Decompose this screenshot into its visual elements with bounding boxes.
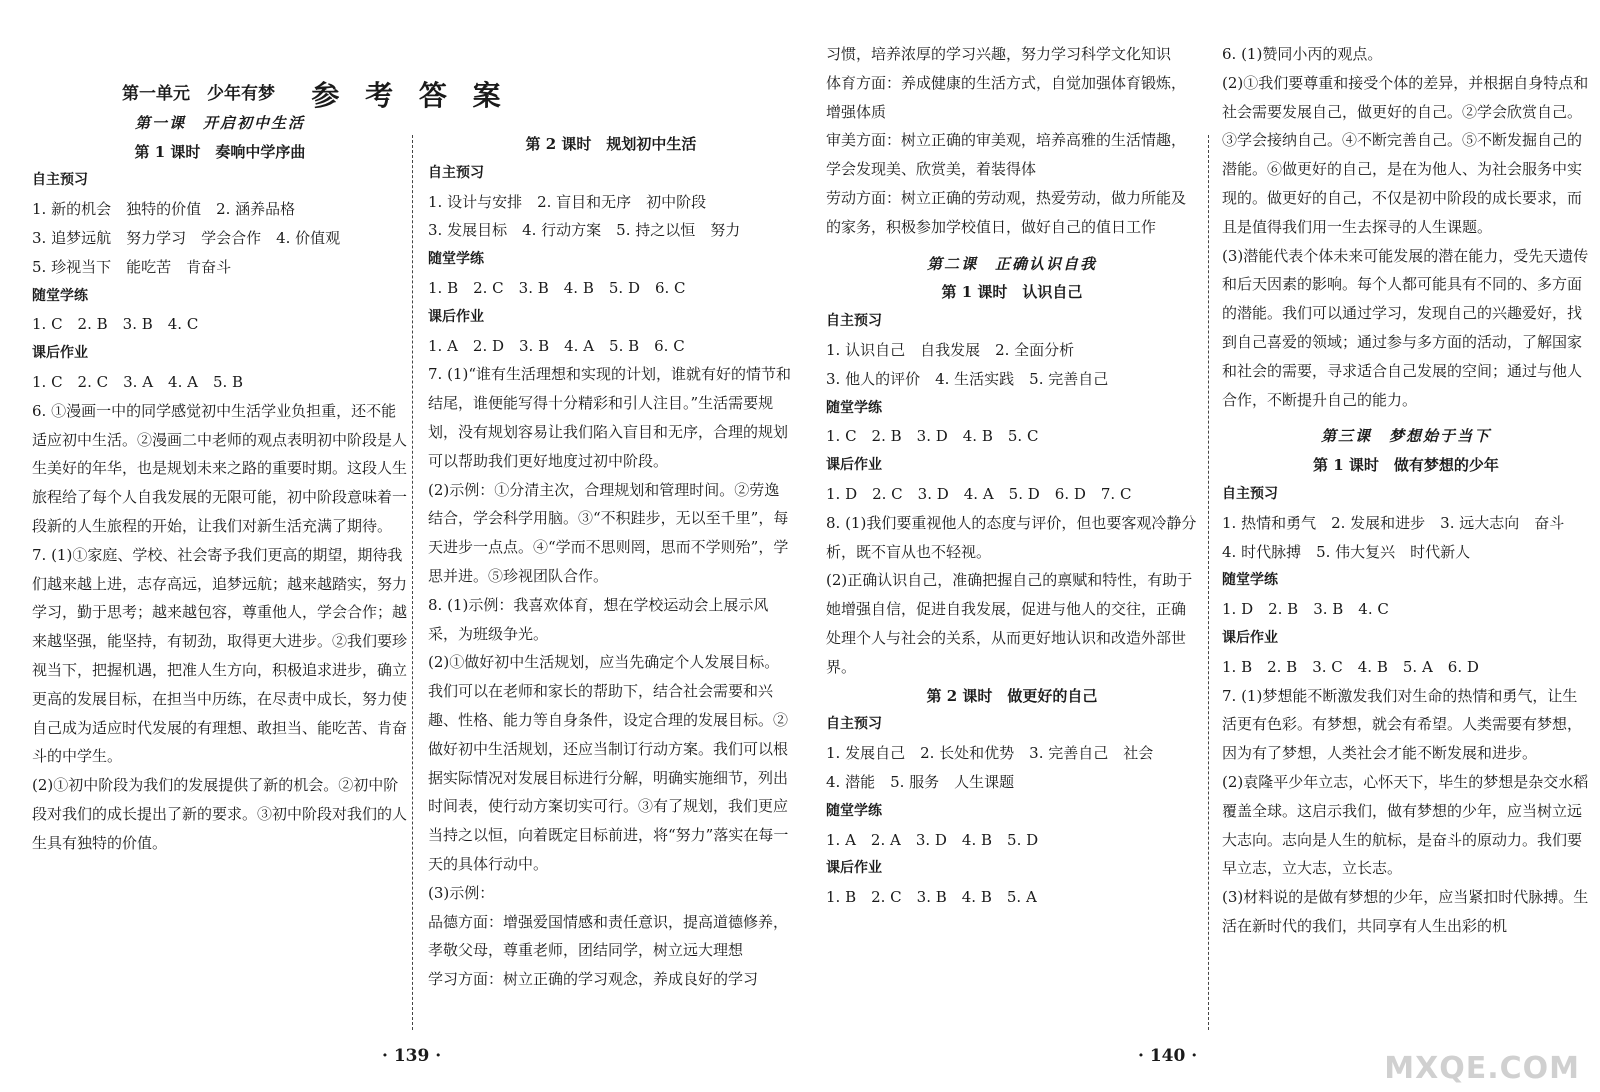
column-divider: [412, 135, 413, 1030]
section-heading: 课后作业: [1222, 629, 1278, 646]
answer-line: (2)①我们要尊重和接受个体的差异，并根据自身特点和社会需要发展自己，做更好的自己。②学会欣赏自己。③学会接纳自己。④不断完善自己。⑤不断发掘自己的潜能。⑥做更好的自己，是在为他人、为社会服务中实现的。做更好的自己，不仅是初中阶段的成长要求，而且是值得我们用一生去探寻的人生课题。: [1222, 73, 1589, 236]
answer-line: 1. 发展自己 2. 长处和优势 3. 完善自己 社会: [826, 744, 1154, 763]
lesson-heading: 第 2 课时 规划初中生活: [525, 135, 697, 153]
answer-line: (2)①初中阶段为我们的发展提供了新的机会。②初中阶段对我们的成长提出了新的要求。③初中阶段对我们的人生具有独特的价值。: [32, 776, 408, 852]
answer-line: 劳动方面：树立正确的劳动观，热爱劳动，做力所能及的家务，积极参加学校值日，做好自己的值日工作: [826, 188, 1187, 236]
section-heading: 课后作业: [826, 457, 882, 474]
answer-line: 1. C 2. B 3. B 4. C: [32, 315, 199, 334]
answer-line: 学习方面：树立正确的学习观念，养成良好的学习: [428, 970, 759, 989]
answer-line: 品德方面：增强爱国情感和责任意识，提高道德修养，孝敬父母，尊重老师，团结同学，树立远大理想: [428, 912, 789, 960]
answer-line: 7. (1)“谁有生活理想和实现的计划，谁就有好的情节和结尾，谁便能写得十分精彩和引人注目。”生活需要规划，没有规划容易让我们陷入盲目和无序，合理的规划可以帮助我们更好地度过初中阶段。: [428, 365, 791, 470]
section-heading: 课后作业: [826, 860, 882, 877]
answer-line: (3)示例：: [428, 883, 495, 902]
answer-line: 4. 潜能 5. 服务 人生课题: [826, 772, 1015, 791]
answer-line: (2)正确认识自己，准确把握自己的禀赋和特性，有助于她增强自信，促进自我发展，促进与他人的交往，正确处理个人与社会的关系，从而更好地认识和改造外部世界。: [826, 571, 1193, 676]
answer-line: 1. B 2. C 3. B 4. B 5. A: [826, 888, 1037, 907]
section-heading: 课后作业: [428, 308, 484, 325]
section-heading: 随堂学练: [32, 287, 88, 304]
answer-line: (2)袁隆平少年立志，心怀天下，毕生的梦想是杂交水稻覆盖全球。这启示我们，做有梦想的少年，应当树立远大志向。志向是人生的航标，是奋斗的原动力。我们要早立志，立大志，立长志。: [1222, 772, 1589, 878]
column-divider: [1208, 135, 1209, 1030]
answer-line: 体育方面：养成健康的生活方式，自觉加强体育锻炼，增强体质: [826, 73, 1187, 121]
answer-line: 6. (1)赞同小丙的观点。: [1222, 45, 1383, 63]
section-heading: 自主预习: [32, 172, 88, 189]
lesson-heading: 第 1 课时 奏响中学序曲: [134, 142, 306, 161]
lesson-heading: 第 2 课时 做更好的自己: [926, 686, 1098, 705]
section-heading: 随堂学练: [428, 251, 484, 268]
answer-line: 3. 发展目标 4. 行动方案 5. 持之以恒 努力: [428, 221, 741, 240]
answer-line: (2)示例：①分清主次，合理规划和管理时间。②劳逸结合，学会科学用脑。③“不积跬步，无以至千里”，每天进步一点点。④“学而不思则罔，思而不学则殆”，学思并进。⑤珍视团队合作。: [428, 480, 789, 585]
answer-line: 8. (1)示例：我喜欢体育，想在学校运动会上展示风采，为班级争光。: [428, 595, 769, 643]
answer-line: 8. (1)我们要重视他人的态度与评价，但也要客观冷静分析，既不盲从也不轻视。: [826, 513, 1197, 561]
page-title: 参 考 答 案: [311, 79, 509, 112]
answer-line: 1. 热情和勇气 2. 发展和进步 3. 远大志向 奋斗: [1222, 513, 1565, 532]
answer-line: (3)潜能代表个体未来可能发展的潜在能力，受先天遗传和后天因素的影响。每个人都可能具有不同的、多方面的潜能。我们可以通过学习，发现自己的兴趣爱好，找到自己喜爱的领域；通过参与多方面的活动，了解国家和社会的需要，寻求适合自己发展的空间；通过与他人合作，不断提升自己的能力。: [1222, 246, 1589, 409]
answer-line: 1. D 2. B 3. B 4. C: [1222, 600, 1389, 619]
column-1: [32, 80, 408, 858]
answer-line: 1. B 2. B 3. C 4. B 5. A 6. D: [1222, 657, 1479, 676]
answer-line: (2)①做好初中生活规划，应当先确定个人发展目标。我们可以在老师和家长的帮助下，结合社会需要和兴趣、性格、能力等自身条件，设定合理的发展目标。②做好初中生活规划，还应当制订行动方案。我们可以根据实际情况对发展目标进行分解，明确实施细节，列出时间表，使行动方案切实可行。③有了规划，我们更应当持之以恒，向着既定目标前进，将“努力”落实在每一天的具体行动中。: [428, 653, 789, 873]
section-heading: 自主预习: [428, 164, 484, 181]
section-heading: 课后作业: [32, 345, 88, 362]
answer-line: 1. B 2. C 3. B 4. B 5. D 6. C: [428, 278, 686, 297]
page-number-left: · 139 ·: [382, 1046, 442, 1066]
lesson-heading: 第 1 课时 认识自己: [941, 283, 1083, 302]
watermark-logo: MXQE.COM: [1384, 1051, 1580, 1086]
lesson-heading: 第二课 正确认识自我: [926, 254, 1097, 273]
answer-line: 1. A 2. D 3. B 4. A 5. B 6. C: [428, 336, 685, 355]
section-heading: 随堂学练: [826, 399, 882, 416]
answer-line: 1. 认识自己 自我发展 2. 全面分析: [826, 340, 1075, 359]
answer-line: 1. C 2. C 3. A 4. A 5. B: [32, 372, 244, 391]
answer-line: 7. (1)①家庭、学校、社会寄予我们更高的期望，期待我们越来越上进，志存高远，追梦远航；越来越踏实，努力学习，勤于思考；越来越包容，尊重他人，学会合作；越来越坚强，能坚持，有韧劲，取得更大进步。②我们要珍视当下，把握机遇，把准人生方向，积极追求进步，确立更高的发展目标，在担当中历练，在尽责中成长，努力使自己成为适应时代发展的有理想、敢担当、能吃苦、肯奋斗的中学生。: [32, 545, 408, 766]
answer-line: 1. C 2. B 3. D 4. B 5. C: [826, 427, 1039, 446]
lesson-heading: 第一课 开启初中生活: [134, 113, 305, 132]
section-heading: 随堂学练: [1222, 572, 1278, 589]
answer-line: (3)材料说的是做有梦想的少年，应当紧扣时代脉搏。生活在新时代的我们，共同享有人生出彩的机: [1222, 888, 1589, 935]
column-2: [428, 130, 794, 994]
column-3: [826, 40, 1198, 912]
lesson-heading: 第 1 课时 做有梦想的少年: [1313, 456, 1499, 475]
answer-line: 6. ①漫画一中的同学感觉初中生活学业负担重，还不能适应初中生活。②漫画二中老师的观点表明初中阶段是人生美好的年华，也是规划未来之路的重要时期。这段人生旅程给了每个人自我发展的无限可能，初中阶段意味着一段新的人生旅程的开始，让我们对新生活充满了期待。: [32, 401, 408, 535]
page-number-right: · 140 ·: [1138, 1046, 1198, 1066]
answer-line: 7. (1)梦想能不断激发我们对生命的热情和勇气，让生活更有色彩。有梦想，就会有希望。人类需要有梦想，因为有了梦想，人类社会才能不断发展和进步。: [1222, 686, 1583, 763]
section-heading: 自主预习: [826, 313, 882, 330]
answer-line: 3. 他人的评价 4. 生活实践 5. 完善自己: [826, 369, 1109, 388]
answer-line: 审美方面：树立正确的审美观，培养高雅的生活情趣，学会发现美、欣赏美，着装得体: [826, 131, 1187, 179]
answer-line: 5. 珍视当下 能吃苦 肯奋斗: [32, 257, 232, 276]
column-4: [1222, 40, 1590, 941]
answer-line: 4. 时代脉搏 5. 伟大复兴 时代新人: [1222, 542, 1471, 561]
section-heading: 自主预习: [1222, 485, 1278, 502]
section-heading: 随堂学练: [826, 802, 882, 819]
answer-line: 1. 设计与安排 2. 盲目和无序 初中阶段: [428, 192, 707, 211]
lesson-heading: 第一单元 少年有梦: [122, 84, 275, 104]
lesson-heading: 第三课 梦想始于当下: [1320, 427, 1491, 446]
answer-line: 1. D 2. C 3. D 4. A 5. D 6. D 7. C: [826, 484, 1132, 503]
answer-line: 习惯，培养浓厚的学习兴趣，努力学习科学文化知识: [826, 45, 1172, 63]
section-heading: 自主预习: [826, 716, 882, 733]
answer-line: 1. A 2. A 3. D 4. B 5. D: [826, 830, 1039, 849]
answer-line: 1. 新的机会 独特的价值 2. 涵养品格: [32, 200, 296, 219]
answer-line: 3. 追梦远航 努力学习 学会合作 4. 价值观: [32, 228, 341, 247]
